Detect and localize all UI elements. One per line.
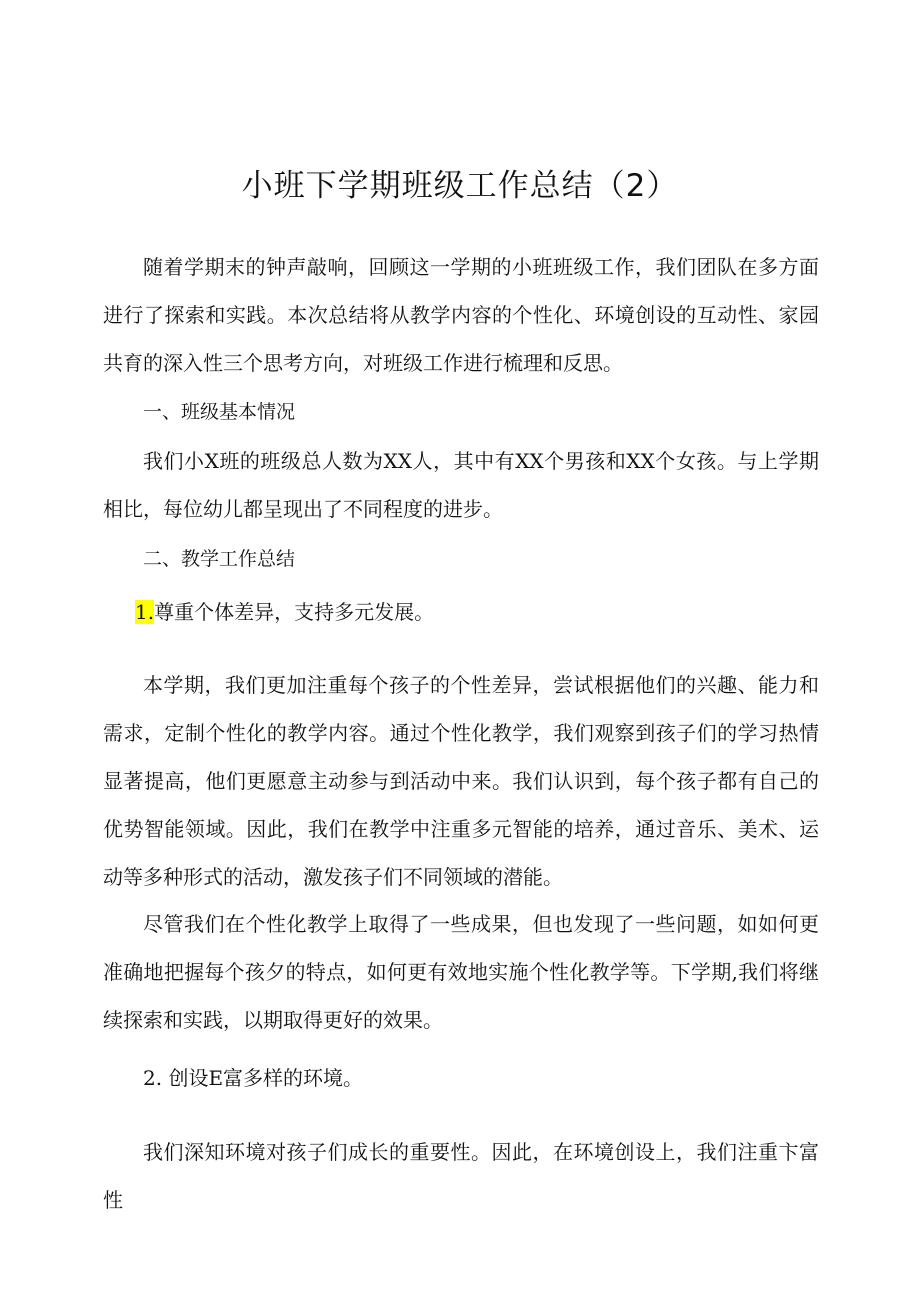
item2-paragraph-1: 我们深知环境对孩子们成长的重要性。因此，在环境创设上，我们注重卞富性 — [103, 1140, 819, 1212]
section-heading-teaching-summary: 二、教学工作总结 — [143, 548, 296, 570]
item1-paragraph-1: 本学期，我们更加注重每个孩子的个性差异，尝试根据他们的兴趣、能力和需求，定制个性化的教学内容。通过个性化教学，我们观察到孩子们的学习热情显著提高，他们更愿意主动参与到活动中来。我们认识到，每个孩子都有自己的优势智能领域。因此，我们在教学中注重多元智能的培养，通过音乐、美术、运动等多种形式的活动，激发孩子们不同领域的潜能。 — [103, 673, 819, 889]
item1-heading-text: 尊重个体差异，支持多元发展。 — [154, 600, 435, 624]
item1-paragraph-2: 尽管我们在个性化教学上取得了一些成果，但也发现了一些问题，如如何更准确地把握每个孩夕的特点，如何更有效地实施个性化教学等。下学期,我们将继续探索和实践，以期取得更好的效果。 — [103, 912, 819, 1032]
class-info-paragraph: 我们小X班的班级总人数为XX人，其中有XX个男孩和XX个女孩。与上学期相比，每位幼儿都呈现出了不同程度的进步。 — [103, 449, 819, 521]
intro-paragraph: 随着学期末的钟声敲响，回顾这一学期的小班班级工作，我们团队在多方面进行了探索和实践。本次总结将从教学内容的个性化、环境创设的互动性、家园共育的深入性三个思考方向，对班级工作进行梳理和反思。 — [103, 255, 819, 375]
item2-heading: 2. 创设E富多样的环境。 — [143, 1066, 364, 1090]
section-heading-basic-info: 一、班级基本情况 — [143, 401, 296, 423]
document-title: 小班下学期班级工作总结（2） — [241, 168, 679, 204]
item1-heading — [135, 597, 434, 627]
item1-number-highlight: 1. — [135, 600, 155, 624]
